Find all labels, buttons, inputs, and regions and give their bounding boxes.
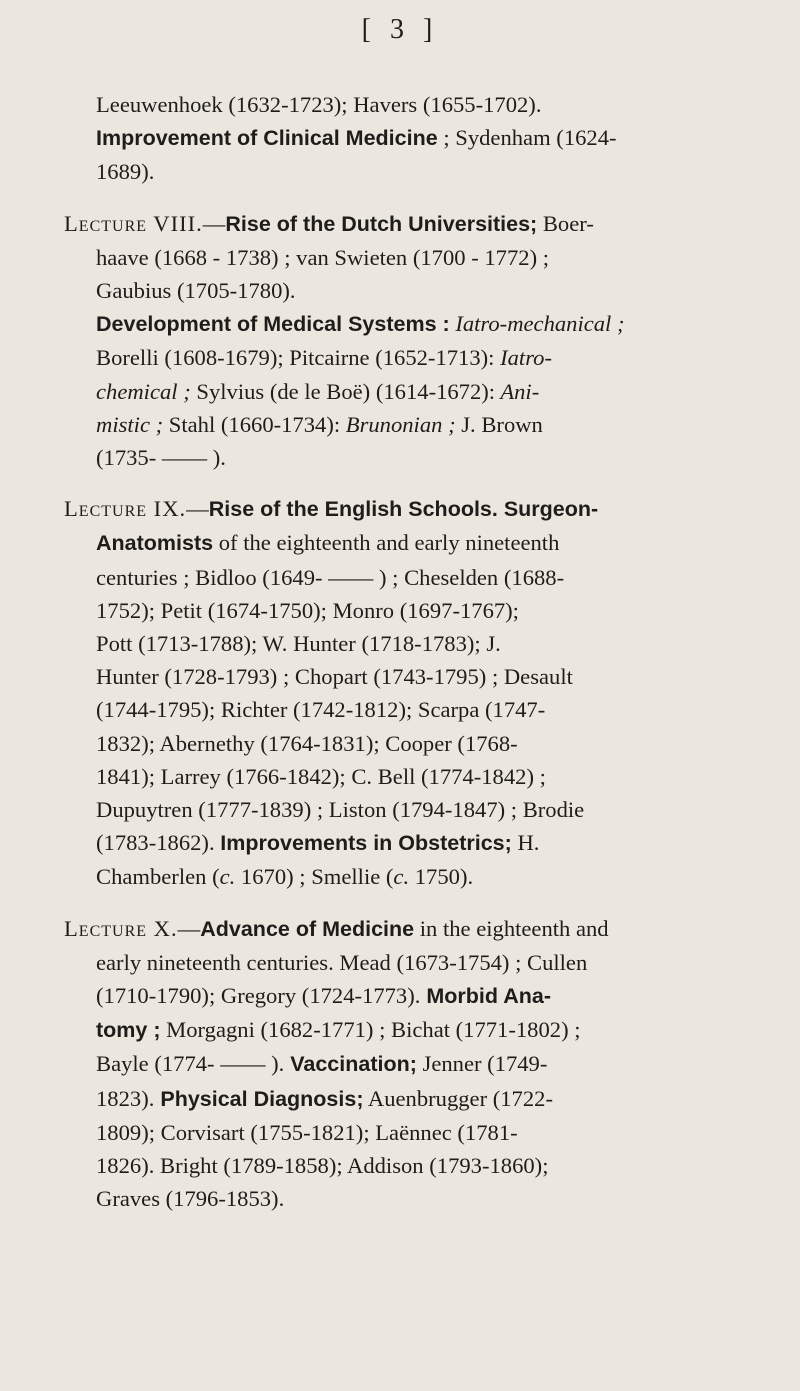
topic-heading: Morbid Ana-: [420, 984, 551, 1009]
text-line: Graves (1796-1853).: [96, 1186, 285, 1212]
topic-heading: Development of Medical Systems :: [96, 312, 450, 337]
text-line: mistic ; Stahl (1660-1734): Brunonian ; J. Brown: [96, 411, 543, 437]
page-number: [ 3 ]: [361, 14, 439, 45]
text-line: haave (1668 - 1738) ; van Swieten (1700 - 1772) ;: [96, 244, 550, 270]
topic-heading: Advance of Medicine: [200, 916, 415, 941]
text-line: Lecture X.—Advance of Medicine in the eighteenth and: [64, 915, 609, 941]
text-line: Bayle (1774- —— ). Vaccination; Jenner (1749-: [96, 1051, 548, 1077]
text-line: Leeuwenhoek (1632-1723); Havers (1655-1702).: [96, 92, 542, 117]
text-line: 1809); Corvisart (1755-1821); Laënnec (1781-: [96, 1119, 518, 1145]
text-line: 1841); Larrey (1766-1842); C. Bell (1774-1842) ;: [96, 763, 546, 789]
text-line: (1710-1790); Gregory (1724-1773). Morbid Ana-: [96, 983, 551, 1009]
lecture-label: Lecture IX.: [64, 496, 187, 522]
text-line: 1752); Petit (1674-1750); Monro (1697-1767);: [96, 597, 519, 623]
topic-heading: Improvements in Obstetrics;: [220, 831, 512, 856]
text-line: 1823). Physical Diagnosis; Auenbrugger (1722-: [96, 1085, 553, 1111]
text-line: Borelli (1608-1679); Pitcairne (1652-1713): Iatro-: [96, 345, 552, 371]
topic-heading: Vaccination;: [284, 1052, 417, 1077]
topic-heading: Rise of the Dutch Universities;: [225, 211, 538, 236]
topic-heading: Rise of the English Schools. Surgeon-: [208, 497, 599, 522]
text-line: Lecture IX.—Rise of the English Schools. Surgeon-: [64, 496, 599, 522]
text-line: Chamberlen (c. 1670) ; Smellie (c. 1750).: [96, 864, 474, 890]
text-line: Hunter (1728-1793) ; Chopart (1743-1795) ; Desault: [96, 664, 573, 690]
text-line: centuries ; Bidloo (1649- —— ) ; Cheselden (1688-: [96, 564, 565, 590]
previous-lecture-continuation: [96, 88, 768, 189]
text-line: Lecture VIII.—Rise of the Dutch Universities; Boer-: [64, 210, 594, 236]
text-line: Pott (1713-1788); W. Hunter (1718-1783); J.: [96, 631, 501, 657]
text-line: Dupuytren (1777-1839) ; Liston (1794-1847) ; Brodie: [96, 797, 585, 823]
text-line: 1832); Abernethy (1764-1831); Cooper (1768-: [96, 730, 518, 756]
text-line: chemical ; Sylvius (de le Boë) (1614-1672): Ani-: [96, 378, 540, 404]
text-line: Improvement of Clinical Medicine ; Sydenham (1624-: [96, 125, 617, 151]
topic-heading: tomy ;: [96, 1018, 161, 1043]
text-line: 1689).: [96, 159, 155, 185]
topic-heading: Physical Diagnosis;: [154, 1086, 364, 1111]
topic-heading: Improvement of Clinical Medicine: [96, 126, 438, 151]
lecture-x: [64, 912, 768, 1216]
text-line: Development of Medical Systems : Iatro-mechanical ;: [96, 311, 625, 337]
text-line: 1826). Bright (1789-1858); Addison (1793-1860);: [96, 1153, 549, 1179]
text-line: (1744-1795); Richter (1742-1812); Scarpa (1747-: [96, 697, 546, 723]
lecture-viii: [64, 207, 768, 475]
text-line: (1783-1862). Improvements in Obstetrics; H.: [96, 830, 540, 856]
text-line: tomy ; Morgagni (1682-1771) ; Bichat (1771-1802) ;: [96, 1017, 581, 1043]
lecture-label: Lecture X.: [64, 915, 178, 941]
lecture-ix: [64, 492, 768, 893]
text-line: early nineteenth centuries. Mead (1673-1754) ; Cullen: [96, 949, 588, 975]
topic-heading: Anatomists: [96, 531, 214, 556]
text-line: Anatomists of the eighteenth and early nineteenth: [96, 530, 560, 556]
lecture-label: Lecture VIII.: [64, 210, 203, 236]
text-line: (1735- —— ).: [96, 445, 226, 471]
text-line: Gaubius (1705-1780).: [96, 278, 296, 304]
lecture-outline: [64, 88, 768, 1234]
